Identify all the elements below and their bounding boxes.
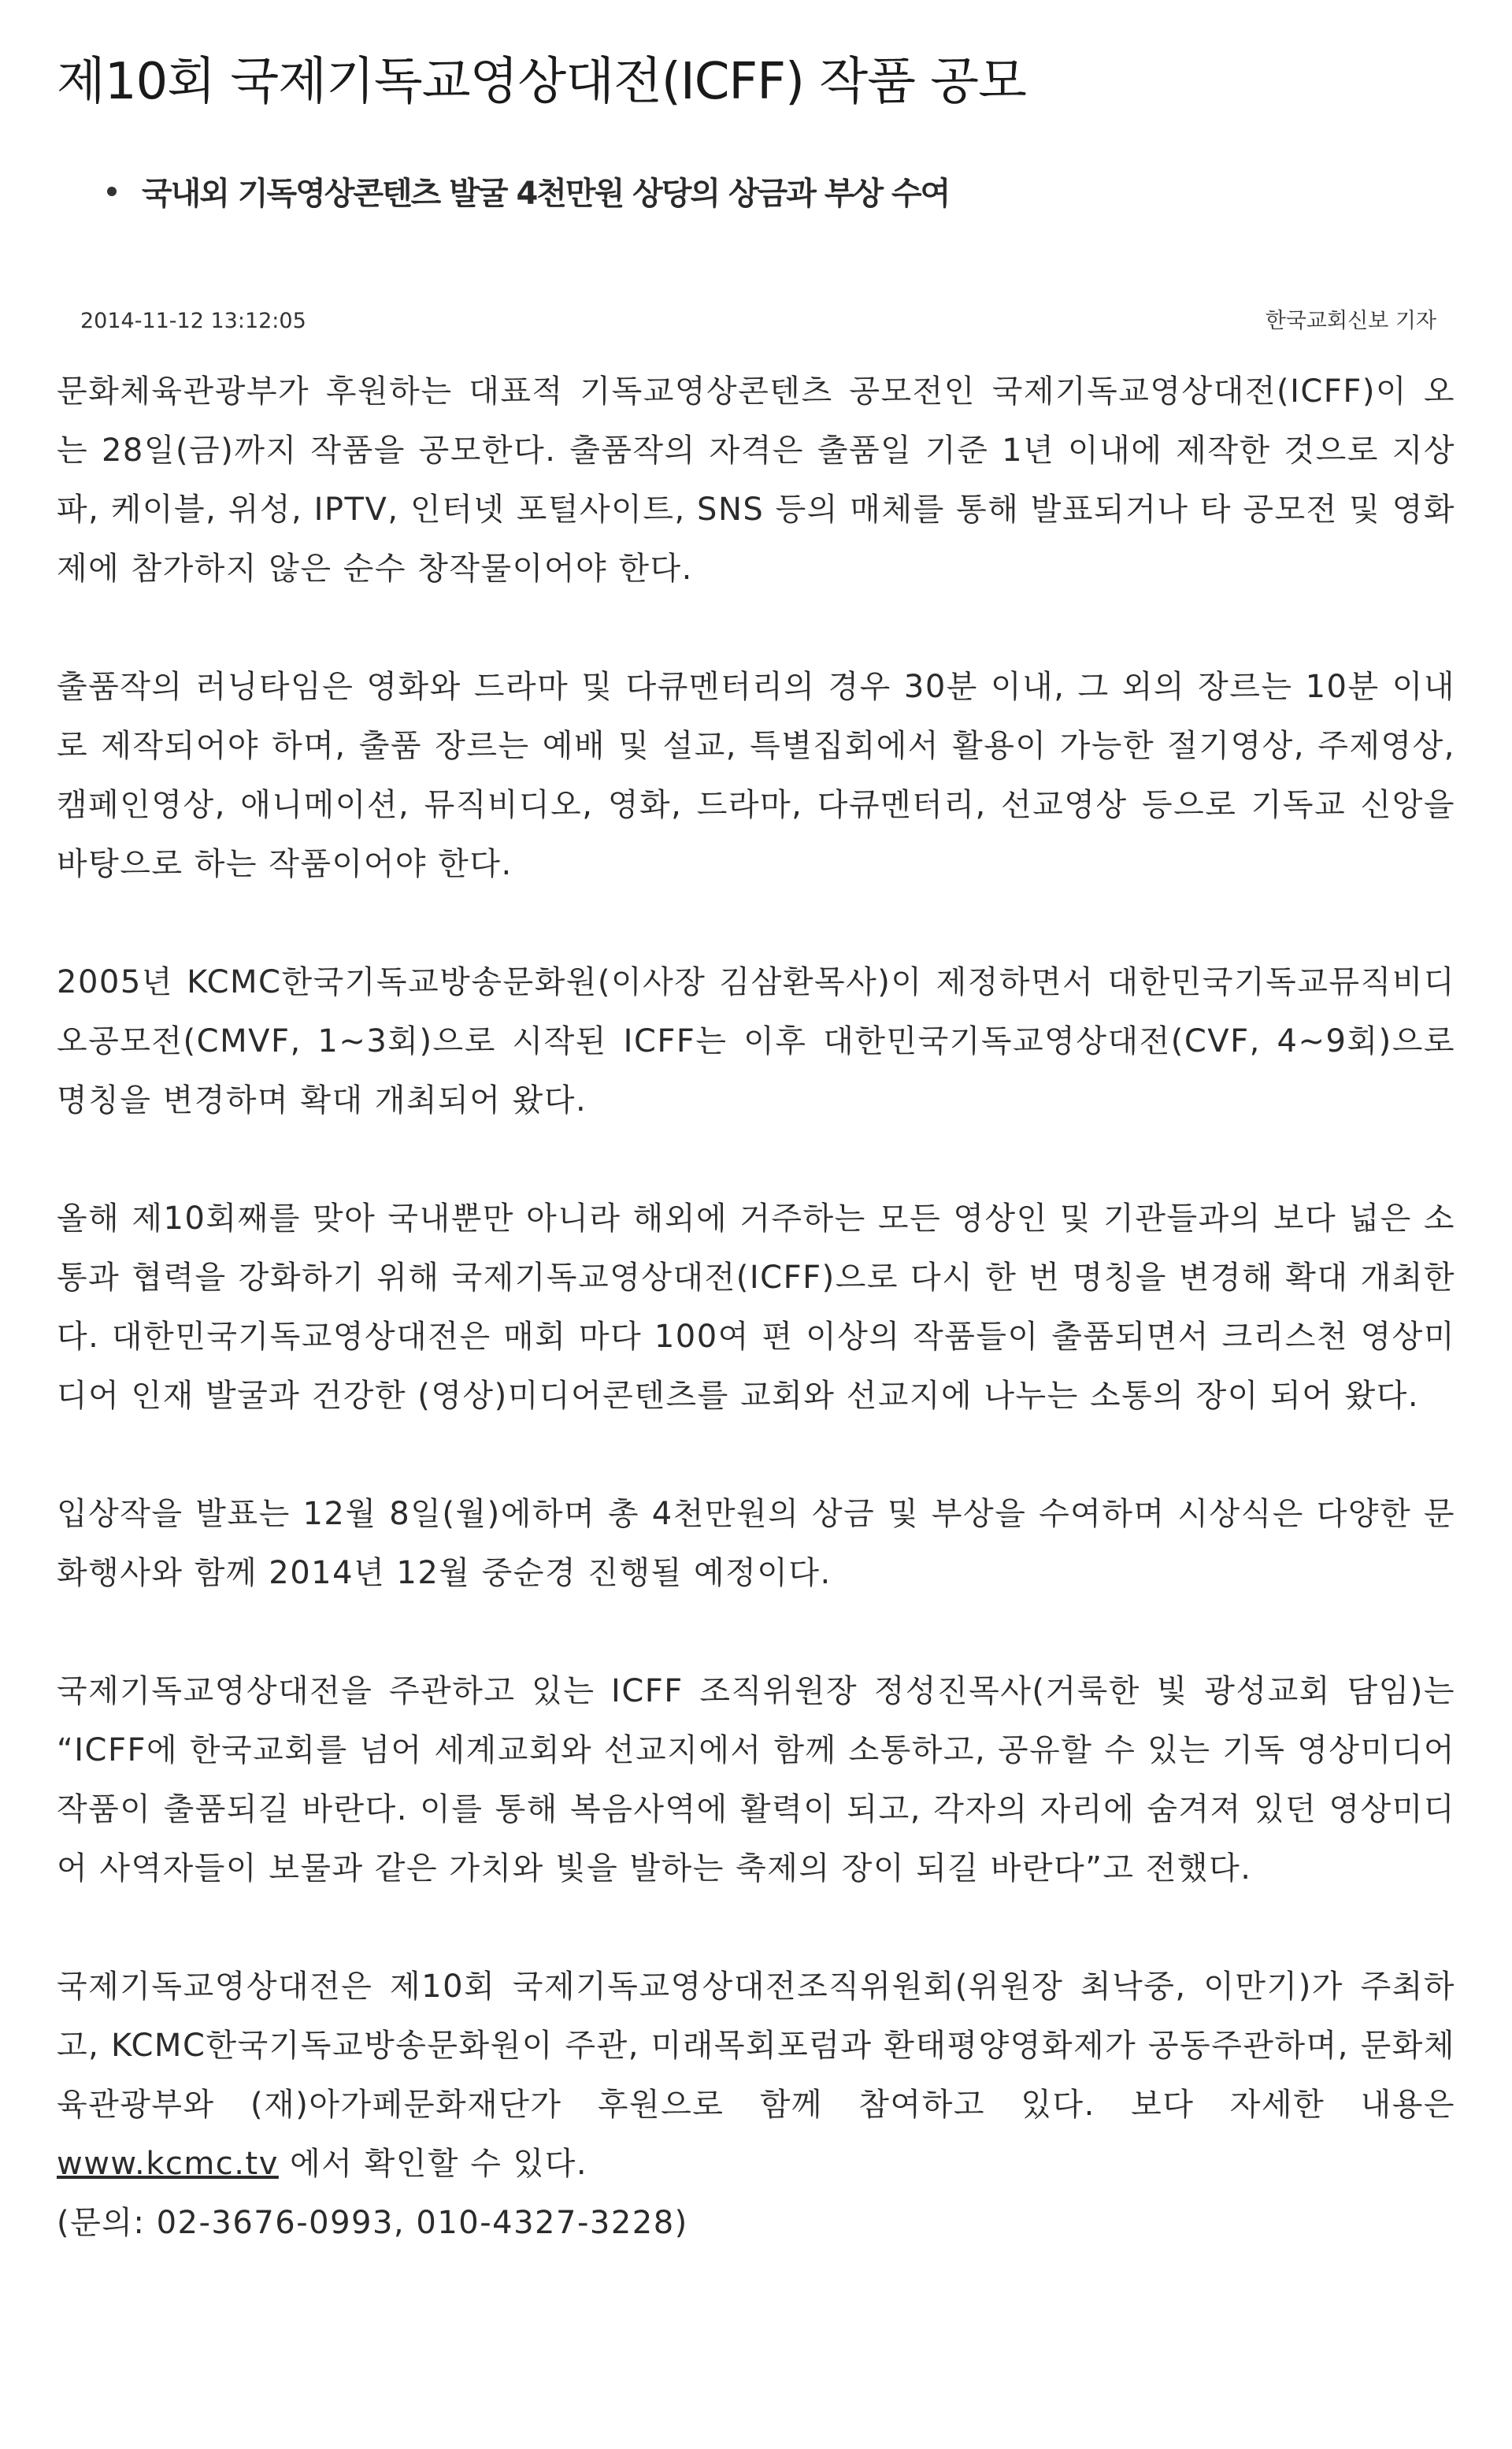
article-paragraph: 2005년 KCMC한국기독교방송문화원(이사장 김삼환목사)이 제정하면서 대한민국기독교뮤직비디오공모전(CMVF, 1~3회)으로 시작된 ICFF는 이후 대한민국기독교영상대전(CVF, 4~9회)으로 명칭을 변경하며 확대 개최되어 왔다. [57,964,1455,1119]
article-paragraph: 입상작을 발표는 12월 8일(월)에하며 총 4천만원의 상금 및 부상을 수여하며 시상식은 다양한 문화행사와 함께 2014년 12월 중순경 진행될 예정이다. [57,1496,1455,1591]
article-subtitle-row [57,169,1455,213]
article-datetime: 2014-11-12 13:12:05 [80,309,306,333]
article-paragraph: 문화체육관광부가 후원하는 대표적 기독교영상콘텐츠 공모전인 국제기독교영상대전(ICFF)이 오는 28일(금)까지 작품을 공모한다. 출품작의 자격은 출품일 기준 1년 이내에 제작한 것으로 지상파, 케이블, 위성, IPTV, 인터넷 포털사이트, SNS 등의 매체를 통해 발표되거나 타 공모전 및 영화제에 참가하지 않은 순수 창작물이어야 한다. [57,373,1455,587]
article-title: 제10회 국제기독교영상대전(ICFF) 작품 공모 [57,53,1026,111]
last-paragraph-text: 국제기독교영상대전은 제10회 국제기독교영상대전조직위원회(위원장 최낙중, 이만기)가 주최하고, KCMC한국기독교방송문화원이 주관, 미래목회포럼과 환태평양영화제가 공동주관하며, 문화체육관광부와 (재)아가페문화재단가 후원으로 함께 참여하고 있다. 보다 자세한 내용은 [57,1968,1455,2123]
article-body [57,362,1455,2253]
article-paragraph: 출품작의 러닝타임은 영화와 드라마 및 다큐멘터리의 경우 30분 이내, 그 외의 장르는 10분 이내로 제작되어야 하며, 출품 장르는 예배 및 설교, 특별집회에서 활용이 가능한 절기영상, 주제영상, 캠페인영상, 애니메이션, 뮤직비디오, 영화, 드라마, 다큐멘터리, 선교영상 등으로 기독교 신앙을 바탕으로 하는 작품이어야 한다. [57,669,1455,882]
contact-info: (문의: 02-3676-0993, 010-4327-3228) [57,2205,688,2241]
article-subtitle: 국내외 기독영상콘텐츠 발굴 4천만원 상당의 상금과 부상 수여 [142,176,950,212]
article-paragraph-last [57,1957,1455,2194]
article-byline: 한국교회신보 기자 [1265,309,1436,333]
article-meta [57,303,1455,334]
last-paragraph-tail: 에서 확인할 수 있다. [278,2146,588,2182]
bullet-icon [107,187,117,196]
article-paragraph: 올해 제10회째를 맞아 국내뿐만 아니라 해외에 거주하는 모든 영상인 및 기관들과의 보다 넓은 소통과 협력을 강화하기 위해 국제기독교영상대전(ICFF)으로 다시 한 번 명칭을 변경해 확대 개최한다. 대한민국기독교영상대전은 매회 마다 100여 편 이상의 작품들이 출품되면서 크리스천 영상미디어 인재 발굴과 건강한 (영상)미디어콘텐츠를 교회와 선교지에 나누는 소통의 장이 되어 왔다. [57,1200,1455,1414]
kcmc-website-link[interactable]: www.kcmc.tv [57,2146,279,2182]
article-paragraph: 국제기독교영상대전을 주관하고 있는 ICFF 조직위원장 정성진목사(거룩한 빛 광성교회 담임)는 “ICFF에 한국교회를 넘어 세계교회와 선교지에서 함께 소통하고, 공유할 수 있는 기독 영상미디어 작품이 출품되길 바란다. 이를 통해 복음사역에 활력이 되고, 각자의 자리에 숨겨져 있던 영상미디어 사역자들이 보물과 같은 가치와 빛을 발하는 축제의 장이 되길 바란다”고 전했다. [57,1673,1455,1887]
